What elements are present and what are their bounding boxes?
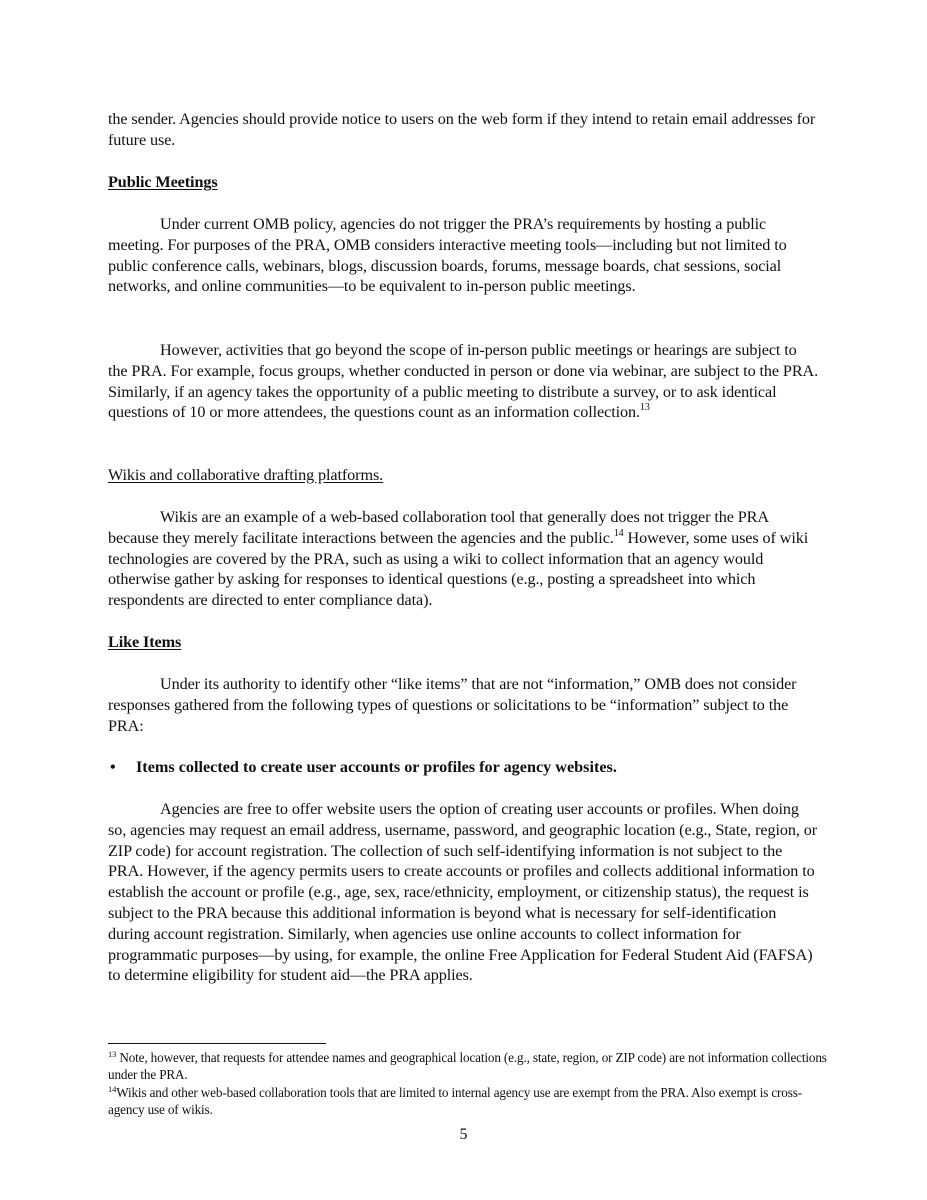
- wikis-paragraph: [108, 507, 820, 611]
- footnote-13-number: 13: [108, 1049, 117, 1059]
- heading-like-items: Like Items: [108, 633, 182, 651]
- bullet-icon: •: [110, 758, 116, 776]
- continuation-paragraph: the sender. Agencies should provide notice to users on the web form if they intend to retain email addresses for future use.: [108, 110, 816, 149]
- footnote-ref-13[interactable]: 13: [639, 402, 650, 414]
- footnote-ref-14[interactable]: 14: [613, 527, 624, 539]
- bullet-heading: Items collected to create user accounts or profiles for agency websites.: [136, 758, 617, 776]
- wikis-paragraph-part-2: However, some uses of wiki technologies are covered by the PRA, such as using a wiki to collect information that an agency would otherwise gather by asking for responses to identical questions (e.g., posting a spreadsheet into which respondents are directed to enter compliance data).: [108, 528, 809, 610]
- footnote-13: [108, 1050, 838, 1084]
- user-accounts-paragraph: Agencies are free to offer website users the option of creating user accounts or profiles. When doing so, agencies may request an email address, username, password, and geographic location (e.g., State, region, or ZIP code) for account registration. The collection of such self-identifying information is not subject to the PRA. However, if the agency permits users to create accounts or profiles and collects additional information to establish the account or profile (e.g., age, sex, race/ethnicity, employment, or citizenship status), the request is subject to the PRA because this additional information is beyond what is necessary for self-identification during account registration. Similarly, when agencies use online accounts to collect information for programmatic purposes—by using, for example, the online Free Application for Federal Student Aid (FAFSA) to determine eligibility for student aid—the PRA applies.: [108, 800, 818, 985]
- footnote-14-text: Wikis and other web-based collaboration tools that are limited to internal agency use are exempt from the PRA. Also exempt is cross-agency use of wikis.: [108, 1085, 802, 1117]
- heading-public-meetings: Public Meetings: [108, 173, 218, 191]
- heading-wikis: Wikis and collaborative drafting platforms.: [108, 466, 384, 484]
- page-number: 5: [459, 1126, 468, 1143]
- footnote-14-number: 14: [108, 1084, 117, 1094]
- footnote-separator: [108, 1043, 326, 1044]
- footnote-13-text: Note, however, that requests for attendee names and geographical location (e.g., state, region, or ZIP code) are not information collections under the PRA.: [108, 1050, 827, 1082]
- footnote-14: [108, 1085, 838, 1119]
- public-meetings-paragraph-2: [108, 340, 820, 423]
- wikis-paragraph-part-1: Wikis are an example of a web-based collaboration tool that generally does not trigger the PRA because they merely facilitate interactions between the agencies and the public.: [108, 508, 769, 547]
- like-items-intro-paragraph: Under its authority to identify other “like items” that are not “information,” OMB does not consider responses gathered from the following types of questions or solicitations to be “information” subject to the PRA:: [108, 675, 797, 735]
- public-meetings-paragraph-1: Under current OMB policy, agencies do not trigger the PRA’s requirements by hosting a public meeting. For purposes of the PRA, OMB considers interactive meeting tools—including but not limited to public conference calls, webinars, blogs, discussion boards, forums, message boards, chat sessions, social networks, and online communities—to be equivalent to in-person public meetings.: [108, 215, 787, 296]
- public-meetings-paragraph-2-text: However, activities that go beyond the scope of in-person public meetings or hearings are subject to the PRA. For example, focus groups, whether conducted in person or done via webinar, are subject to the PRA. Similarly, if an agency takes the opportunity of a public meeting to distribute a survey, or to ask identical questions of 10 or more attendees, the questions count as an information collection.: [108, 341, 819, 422]
